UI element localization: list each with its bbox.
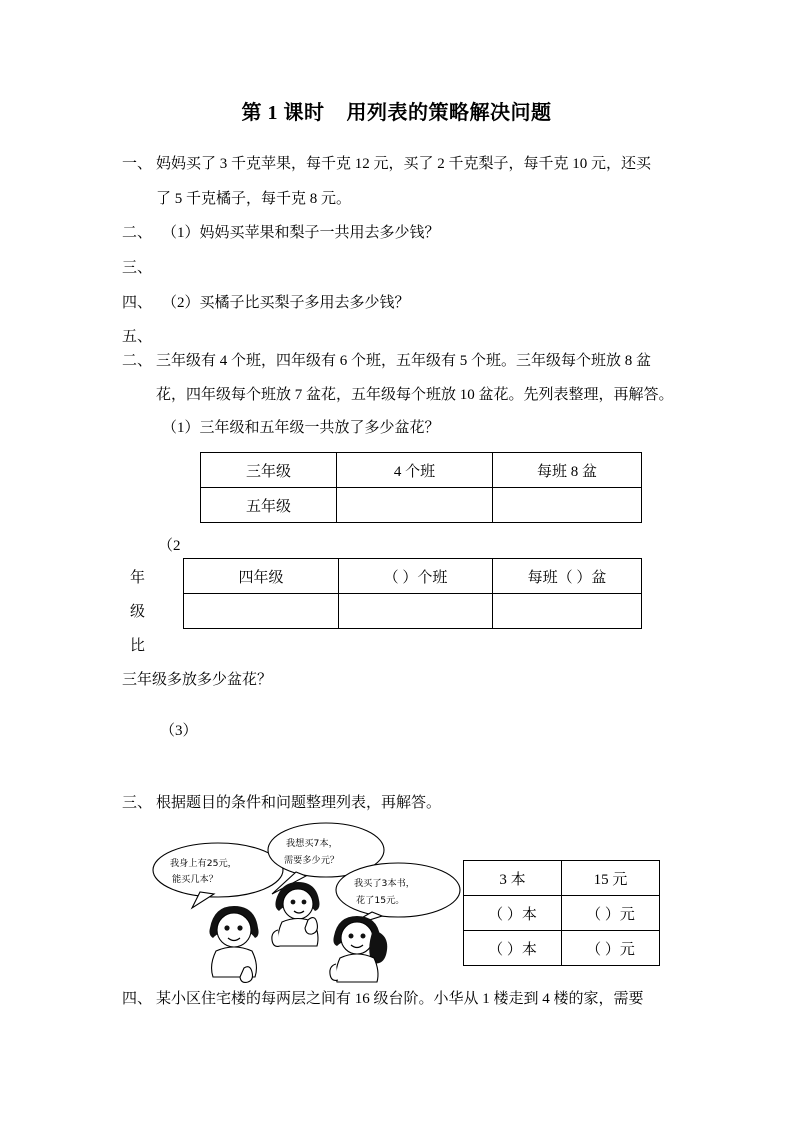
table2-r0-c2[interactable]: 每班（ ）盆 <box>493 559 642 594</box>
page-title-main: 第 1 课时 <box>241 102 325 124</box>
section-two-question-2-side-char-0: 年 <box>130 570 146 586</box>
table1-r1-c0: 五年级 <box>201 488 337 523</box>
sub-item-marker-5: 五、 <box>122 329 153 345</box>
middle-bubble-line-1: 我想买7本， <box>286 838 338 849</box>
table2-r0-c1[interactable]: （ ）个班 <box>339 559 493 594</box>
table2-r0-c0: 四年级 <box>184 559 339 594</box>
section-two-question-2-tail: 三年级多放多少盆花？ <box>122 672 273 688</box>
middle-bubble-line-2: 需要多少元？ <box>284 855 340 866</box>
illustration-children-buying-books <box>148 818 478 986</box>
table-grade-three-five <box>200 452 642 523</box>
section-four-line-1: 某小区住宅楼的每两层之间有 16 级台阶。小华从 1 楼走到 4 楼的家，需要 <box>156 991 644 1007</box>
table1-r1-c1[interactable] <box>337 488 493 523</box>
section-two-question-2-side-char-1: 级 <box>130 604 146 620</box>
left-bubble-line-1: 我身上有25元， <box>170 858 237 869</box>
page-title-sub: 用列表的策略解决问题 <box>346 102 552 124</box>
section-two-question-2-side-char-2: 比 <box>130 638 146 654</box>
sub-item-text-2: （1）妈妈买苹果和梨子一共用去多少钱？ <box>162 225 440 241</box>
table2-r1-c2[interactable] <box>493 594 642 629</box>
table3-r1-c0[interactable]: （ ）本 <box>464 896 562 931</box>
table-grade-four <box>183 558 642 629</box>
table1-r0-c0: 三年级 <box>201 453 337 488</box>
table1-r0-c2: 每班 8 盆 <box>493 453 642 488</box>
section-two-question-3: （3） <box>160 723 198 739</box>
page-title <box>0 96 793 125</box>
table2-r1-c1[interactable] <box>339 594 493 629</box>
right-bubble-line-2: 花了15元。 <box>356 895 405 906</box>
table-row <box>464 896 660 931</box>
girl-right-figure <box>330 916 387 982</box>
table3-r0-c1: 15 元 <box>562 861 660 896</box>
section-four-marker: 四、 <box>122 991 153 1007</box>
left-bubble <box>153 843 283 908</box>
table2-r1-c0[interactable] <box>184 594 339 629</box>
section-two-marker: 二、 <box>122 353 153 369</box>
section-one-line-1: 妈妈买了 3 千克苹果，每千克 12 元，买了 2 千克梨子，每千克 10 元，还买 <box>156 156 652 172</box>
section-one-line-2: 了 5 千克橘子，每千克 8 元。 <box>156 191 352 207</box>
sub-item-text-4: （2）买橘子比买梨子多用去多少钱？ <box>162 295 410 311</box>
sub-item-marker-4: 四、 <box>122 295 153 311</box>
table3-r2-c0[interactable]: （ ）本 <box>464 931 562 966</box>
table-row <box>464 861 660 896</box>
boy-middle-figure <box>272 882 320 946</box>
table-row <box>201 488 642 523</box>
table1-r0-c1: 4 个班 <box>337 453 493 488</box>
right-bubble-line-1: 我买了3本书， <box>354 878 415 889</box>
table3-r0-c0: 3 本 <box>464 861 562 896</box>
sub-item-marker-2: 二、 <box>122 225 153 241</box>
table-row <box>464 931 660 966</box>
section-two-line-1: 三年级有 4 个班，四年级有 6 个班，五年级有 5 个班。三年级每个班放 8 盆 <box>156 353 652 369</box>
table3-r1-c1[interactable]: （ ）元 <box>562 896 660 931</box>
section-two-question-2-head: （2 <box>158 538 181 554</box>
section-one-marker: 一、 <box>122 156 153 172</box>
table-books-cost <box>463 860 660 966</box>
table-row <box>201 453 642 488</box>
table-row <box>184 559 642 594</box>
section-three-marker: 三、 <box>122 795 153 811</box>
left-bubble-line-2: 能买几本？ <box>172 874 218 885</box>
table-row <box>184 594 642 629</box>
section-three-text: 根据题目的条件和问题整理列表，再解答。 <box>156 795 442 811</box>
table1-r1-c2[interactable] <box>493 488 642 523</box>
table3-r2-c1[interactable]: （ ）元 <box>562 931 660 966</box>
boy-left-figure <box>209 906 258 982</box>
sub-item-marker-3: 三、 <box>122 260 153 276</box>
section-two-line-2: 花，四年级每个班放 7 盆花，五年级每个班放 10 盆花。先列表整理，再解答。 <box>156 387 674 403</box>
section-two-question-1: （1）三年级和五年级一共放了多少盆花？ <box>162 420 440 436</box>
